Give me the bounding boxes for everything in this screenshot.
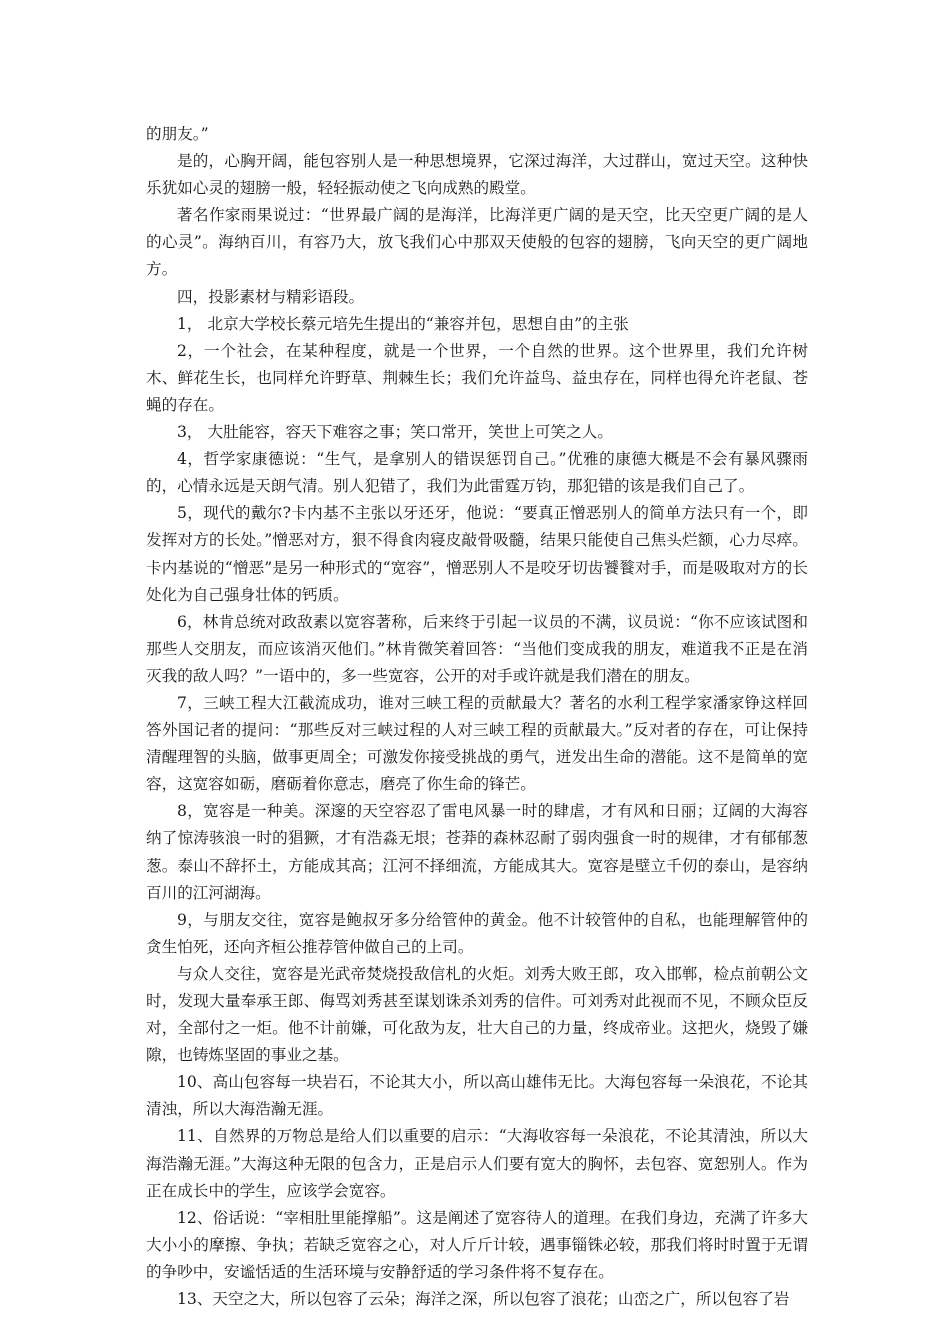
paragraph: 的朋友。” xyxy=(146,125,209,143)
paragraph: 5，现代的戴尔?卡内基不主张以牙还牙，他说：“要真正憎恶别人的简单方法只有一个，即发挥对方的长处。”憎恶对方，狠不得食肉寝皮敲骨吸髓，结果只能使自己焦头烂额，心力尽瘁。卡内基说的“憎恶”是另一种形式的“宽容”，憎恶别人不是咬牙切齿饕餮对手，而是吸取对方的长处化为自己强身壮体的钙质。 xyxy=(146,504,808,604)
paragraph: 9，与朋友交往，宽容是鲍叔牙多分给管仲的黄金。他不计较管仲的自私，也能理解管仲的贪生怕死，还向齐桓公推荐管仲做自己的上司。 xyxy=(146,910,808,956)
paragraph: 4，哲学家康德说：“生气，是拿别人的错误惩罚自己。”优雅的康德大概是不会有暴风骤雨的，心情永远是天朗气清。别人犯错了，我们为此雷霆万钧，那犯错的该是我们自己了。 xyxy=(146,450,808,496)
paragraph: 12、俗话说：“宰相肚里能撑船”。这是阐述了宽容待人的道理。在我们身边，充满了许多大大小小的摩擦、争执；若缺乏宽容之心，对人斤斤计较，遇事锱铢必较，那我们将时时置于无谓的争吵中，安谧恬适的生活环境与安静舒适的学习条件将不复存在。 xyxy=(146,1208,808,1281)
paragraph: 2，一个社会，在某种程度，就是一个世界，一个自然的世界。这个世界里，我们允许树木、鲜花生长，也同样允许野草、荆棘生长；我们允许益鸟、益虫存在，同样也得允许老鼠、苍蝇的存在。 xyxy=(146,341,808,414)
paragraph: 11、自然界的万物总是给人们以重要的启示：“大海收容每一朵浪花，不论其清浊，所以大海浩瀚无涯。”大海这种无限的包含力，正是启示人们要有宽大的胸怀，去包容、宽恕别人。作为正在成长中的学生，应该学会宽容。 xyxy=(146,1127,808,1200)
paragraph: 四，投影素材与精彩语段。 xyxy=(177,287,365,306)
paragraph: 7，三峡工程大江截流成功，谁对三峡工程的贡献最大？著名的水利工程学家潘家铮这样回答外国记者的提问：“那些反对三峡过程的人对三峡工程的贡献最大。”反对者的存在，可让保持清醒理智的头脑，做事更周全；可激发你接受挑战的勇气，迸发出生命的潜能。这不是简单的宽容，这宽容如砺，磨砺着你意志，磨亮了你生命的锋芒。 xyxy=(146,693,808,794)
paragraph: 10、高山包容每一块岩石，不论其大小，所以高山雄伟无比。大海包容每一朵浪花，不论其清浊，所以大海浩瀚无涯。 xyxy=(146,1073,808,1119)
paragraph: 6，林肯总统对政敌素以宽容著称，后来终于引起一议员的不满，议员说：“你不应该试图和那些人交朋友，而应该消灭他们。”林肯微笑着回答：“当他们变成我的朋友，难道我不正是在消灭我的敌人吗？”一语中的，多一些宽容，公开的对手或许就是我们潜在的朋友。 xyxy=(146,612,808,685)
paragraph: 是的，心胸开阔，能包容别人是一种思想境界，它深过海洋，大过群山，宽过天空。这种快乐犹如心灵的翅膀一般，轻轻振动使之飞向成熟的殿堂。 xyxy=(146,152,808,198)
paragraph: 13、天空之大，所以包容了云朵；海洋之深，所以包容了浪花；山峦之广，所以包容了岩 xyxy=(177,1290,790,1309)
document-page xyxy=(146,121,808,1313)
paragraph: 1， 北京大学校长蔡元培先生提出的“兼容并包，思想自由”的主张 xyxy=(177,314,629,333)
paragraph: 3， 大肚能容，容天下难容之事；笑口常开，笑世上可笑之人。 xyxy=(177,423,613,442)
paragraph: 与众人交往，宽容是光武帝焚烧投敌信札的火炬。刘秀大败王郎，攻入邯郸，检点前朝公文时，发现大量奉承王郎、侮骂刘秀甚至谋划诛杀刘秀的信件。可刘秀对此视而不见，不顾众臣反对，全部付之一炬。他不计前嫌，可化敌为友，壮大自己的力量，终成帝业。这把火，烧毁了嫌隙，也铸炼坚固的事业之基。 xyxy=(146,964,808,1065)
paragraph: 8，宽容是一种美。深邃的天空容忍了雷电风暴一时的肆虐，才有风和日丽；辽阔的大海容纳了惊涛骇浪一时的猖獗，才有浩淼无垠；苍莽的森林忍耐了弱肉强食一时的规律，才有郁郁葱葱。泰山不辞抔土，方能成其高；江河不择细流，方能成其大。宽容是壁立千仞的泰山，是容纳百川的江河湖海。 xyxy=(146,802,808,902)
paragraph: 著名作家雨果说过：“世界最广阔的是海洋，比海洋更广阔的是天空，比天空更广阔的是人的心灵”。海纳百川，有容乃大，放飞我们心中那双天使般的包容的翅膀，飞向天空的更广阔地方。 xyxy=(146,206,808,279)
